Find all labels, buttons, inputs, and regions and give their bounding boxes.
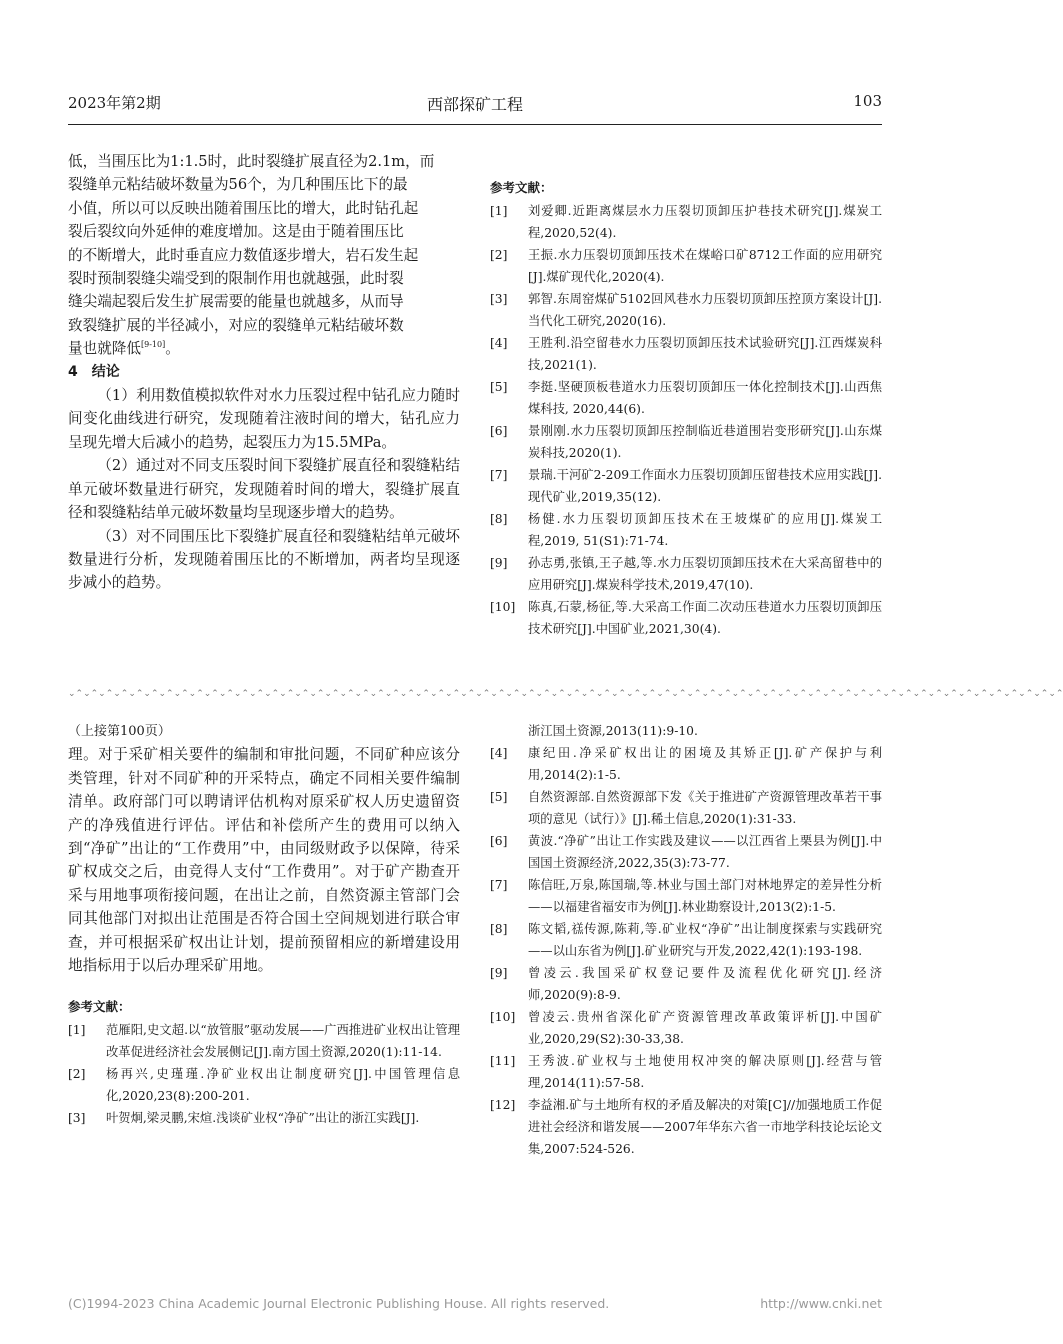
ref-text: 陈文韬,禚传源,陈莉,等.矿业权“净矿”出让制度探索与实践研究——以山东省为例[J].矿业研究与开发,2022,42(1):193-198. (528, 922, 882, 958)
reference-item (68, 1063, 460, 1107)
reference-item (490, 420, 882, 464)
ref-number: [5] (490, 790, 508, 804)
para1-line: 缝尖端起裂后发生扩展需要的能量也就越多，从而导 (68, 293, 404, 311)
ref-text: 孙志勇,张镇,王子越,等.水力压裂切顶卸压技术在大采高留巷中的应用研究[J].煤炭科学技术,2019,47(10). (528, 556, 882, 592)
ref-text: 叶贺炯,梁灵鹏,宋煊.浅谈矿业权“净矿”出让的浙江实践[J]. (106, 1111, 420, 1126)
para1-lines (68, 150, 460, 361)
ref-number: [8] (490, 922, 508, 936)
ref-text: 杨健.水力压裂切顶卸压技术在王坡煤矿的应用[J].煤炭工程,2019, 51(S1):71-74. (528, 512, 882, 548)
ref-number: [7] (490, 468, 508, 482)
ref-number: [8] (490, 512, 508, 526)
ref-number: [1] (490, 204, 508, 218)
reference-item (490, 1094, 882, 1160)
ref-number: [4] (490, 746, 508, 760)
para1-line: 裂缝单元粘结破坏数量为56个，为几种围压比下的最 (68, 176, 408, 194)
ref-number: [7] (490, 878, 508, 892)
reference-item (490, 200, 882, 244)
ref-text: 景刚刚.水力压裂切顶卸压控制临近巷道围岩变形研究[J].山东煤炭科技,2020(1). (528, 424, 882, 460)
conclusion-1: （1）利用数值模拟软件对水力压裂过程中钻孔应力随时间变化曲线进行研究，发现随着注液时间的增大，钻孔应力呈现先增大后减小的趋势，起裂压力为15.5MPa。 (68, 387, 460, 451)
ref-text: 自然资源部.自然资源部下发《关于推进矿产资源管理改革若干事项的意见（试行）》[J].稀土信息,2020(1):31-33. (528, 790, 882, 826)
citation: [9-10] (140, 340, 166, 350)
ref-number: [1] (68, 1023, 86, 1038)
journal-title: 西部探矿工程 (426, 95, 523, 114)
ref-number: [10] (490, 1010, 516, 1024)
reference-item (68, 1107, 460, 1129)
continued-paragraph: 理。对于采矿相关要件的编制和审批问题，不同矿种应该分类管理，针对不同矿种的开采特点，确定不同相关要件编制清单。政府部门可以聘请评估机构对原采矿权人历史遗留资产的净残值进行评估。评估和补偿所产生的费用可以纳入到“净矿”出让的“工作费用”中，由同级财政予以保障，待采矿权成交之后，由竞得人支付“工作费用”。对于矿产勘查开采与用地事项衔接问题，在出让之前，自然资源主管部门会同其他部门对拟出让范围是否符合国土空间规划进行联合审查，并可根据采矿权出让计划，提前预留相应的新增建设用地指标用于以后办理采矿用地。 (68, 746, 460, 975)
ref-text: 康纪田.净采矿权出让的困境及其矫正[J].矿产保护与利用,2014(2):1-5. (528, 746, 882, 782)
reference-item (490, 874, 882, 918)
para1-line: 裂时预制裂缝尖端受到的限制作用也就越强，此时裂 (68, 270, 404, 288)
ref-text: 杨再兴,史瑾瑾.净矿业权出让制度研究[J].中国管理信息化,2020,23(8):200-201. (106, 1067, 460, 1104)
reference-item (490, 1050, 882, 1094)
ref-text: 景瑞.干河矿2-209工作面水力压裂切顶卸压留巷技术应用实践[J].现代矿业,2019,35(12). (528, 468, 882, 504)
issue-label: 2023年第2期 (68, 94, 161, 112)
reference-item (490, 464, 882, 508)
para1-line: 小值，所以可以反映出随着围压比的增大，此时钻孔起 (68, 199, 419, 217)
references-title: 参考文献： (68, 999, 131, 1015)
reference-item (490, 244, 882, 288)
para1-line: 低，当围压比为1:1.5时，此时裂缝扩展直径为2.1m，而 (68, 153, 435, 170)
ref-text: 王振.水力压裂切顶卸压技术在煤峪口矿8712工作面的应用研究[J].煤矿现代化,2020(4). (528, 248, 882, 284)
reference-item (490, 918, 882, 962)
reference-list (68, 1019, 460, 1129)
footer-url[interactable]: http://www.cnki.net (760, 1296, 882, 1311)
para1-line: 致裂缝扩展的半径减小，对应的裂缝单元粘结破坏数 (68, 316, 404, 334)
ref-text: 曾凌云.贵州省深化矿产资源管理改革政策评析[J].中国矿业,2020,29(S2):30-33,38. (528, 1010, 882, 1046)
page-number: 103 (853, 92, 882, 110)
ref-number: [2] (68, 1067, 86, 1082)
ref-number: [10] (490, 600, 516, 614)
ref-text: 陈真,石蒙,杨征,等.大采高工作面二次动压巷道水力压裂切顶卸压技术研究[J].中国矿业,2021,30(4). (528, 600, 882, 636)
copyright-text: (C)1994-2023 China Academic Journal Electronic Publishing House. All rights reserved. (68, 1296, 610, 1311)
top-references (490, 178, 882, 640)
section-heading: 4 结论 (68, 363, 120, 380)
header-rule (68, 124, 882, 125)
ref-text: 曾凌云.我国采矿权登记要件及流程优化研究[J].经济师,2020(9):8-9. (528, 966, 882, 1002)
ref-text: 范雁阳,史文超.以“放管服”驱动发展——广西推进矿业权出让管理改革促进经济社会发展侧记[J].南方国土资源,2020(1):11-14. (106, 1023, 460, 1060)
reference-item (490, 962, 882, 1006)
ref-number: [6] (490, 424, 508, 438)
reference-item (490, 288, 882, 332)
ref-number: [11] (490, 1054, 516, 1068)
section-divider: ⌄⌃⌄⌃⌄⌃⌄⌃⌄⌃⌄⌃⌄⌃⌄⌃⌄⌃⌄⌃⌄⌃⌄⌃⌄⌃⌄⌃⌄⌃⌄⌃⌄⌃⌄⌃⌄⌃⌄⌃⌄⌃⌄⌃⌄⌃⌄⌃⌄⌃⌄⌃⌄⌃⌄⌃⌄⌃⌄⌃⌄⌃⌄⌃⌄⌃⌄⌃⌄⌃⌄⌃⌄⌃⌄⌃⌄⌃⌄⌃⌄⌃⌄⌃⌄⌃⌄⌃⌄⌃⌄⌃⌄⌃⌄⌃⌄⌃⌄⌃⌄⌃⌄⌃⌄⌃⌄⌃⌄⌃⌄⌃⌄⌃⌄⌃⌄⌃⌄⌃⌄⌃⌄⌃⌄⌃⌄⌃⌄⌃⌄⌃ (68, 689, 1063, 699)
references-title: 参考文献： (490, 180, 553, 195)
para1-last: 量也就降低 (68, 340, 141, 358)
ref-text: 刘爱卿.近距离煤层水力压裂切顶卸压护巷技术研究[J].煤炭工程,2020,52(4). (528, 204, 882, 240)
reference-continuation (490, 720, 882, 742)
ref-number: [3] (490, 292, 508, 306)
ref-number: [6] (490, 834, 508, 848)
ref-number: [12] (490, 1098, 516, 1112)
footer (68, 1296, 882, 1311)
reference-item (490, 830, 882, 874)
conclusion-3: （3）对不同围压比下裂缝扩展直径和裂缝粘结单元破坏数量进行分析，发现随着围压比的不断增加，两者均呈现逐步减小的趋势。 (68, 527, 460, 592)
para1-line: 的不断增大，此时垂直应力数值逐步增大，岩石发生起 (68, 246, 419, 264)
ref-text: 李挺.坚硬顶板巷道水力压裂切顶卸压一体化控制技术[J].山西焦煤科技, 2020,44(6). (528, 380, 882, 416)
reference-item (490, 786, 882, 830)
ref-text: 浙江国土资源,2013(11):9-10. (528, 724, 698, 738)
ref-number: [2] (490, 248, 508, 262)
ref-text: 李益湘.矿与土地所有权的矛盾及解决的对策[C]//加强地质工作促进社会经济和谐发展——2007年华东六省一市地学科技论坛论文集,2007:524-526. (528, 1098, 882, 1156)
reference-item (490, 596, 882, 640)
reference-item (490, 1006, 882, 1050)
reference-item (68, 1019, 460, 1063)
reference-list (490, 200, 882, 640)
ref-number: [5] (490, 380, 508, 394)
ref-text: 黄波.“净矿”出让工作实践及建议——以江西省上栗县为例[J].中国国土资源经济,2022,35(3):73-77. (528, 834, 882, 870)
ref-text: 王胜利.沿空留巷水力压裂切顶卸压技术试验研究[J].江西煤炭科技,2021(1). (528, 336, 882, 372)
ref-text: 郭智.东周窑煤矿5102回风巷水力压裂切顶卸压控顶方案设计[J].当代化工研究,2020(16). (528, 292, 882, 328)
ref-number: [9] (490, 556, 508, 570)
reference-item (490, 376, 882, 420)
reference-item (490, 332, 882, 376)
ref-text: 陈信旺,万泉,陈国瑞,等.林业与国土部门对林地界定的差异性分析——以福建省福安市为例[J].林业勘察设计,2013(2):1-5. (528, 878, 882, 914)
para1-end: 。 (165, 340, 180, 358)
ref-number: [4] (490, 336, 508, 350)
continued-note: （上接第100页） (68, 724, 171, 739)
reference-item (490, 742, 882, 786)
para1-last-line (68, 337, 460, 360)
top-left-column (68, 150, 460, 595)
bottom-right-column (490, 720, 882, 1160)
reference-item (490, 552, 882, 596)
ref-number: [9] (490, 966, 508, 980)
conclusion-2: （2）通过对不同支压裂时间下裂缝扩展直径和裂缝粘结单元破坏数量进行研究，发现随着时间的增大，裂缝扩展直径和裂缝粘结单元破坏数量均呈现逐步增大的趋势。 (68, 457, 460, 522)
bottom-left-column (68, 720, 460, 1129)
ref-number: [3] (68, 1111, 86, 1126)
para1-line: 裂后裂纹向外延伸的难度增加。这是由于随着围压比 (68, 223, 404, 241)
ref-text: 王秀波.矿业权与土地使用权冲突的解决原则[J].经营与管理,2014(11):57-58. (528, 1054, 882, 1090)
running-header (68, 92, 882, 122)
reference-item (490, 508, 882, 552)
